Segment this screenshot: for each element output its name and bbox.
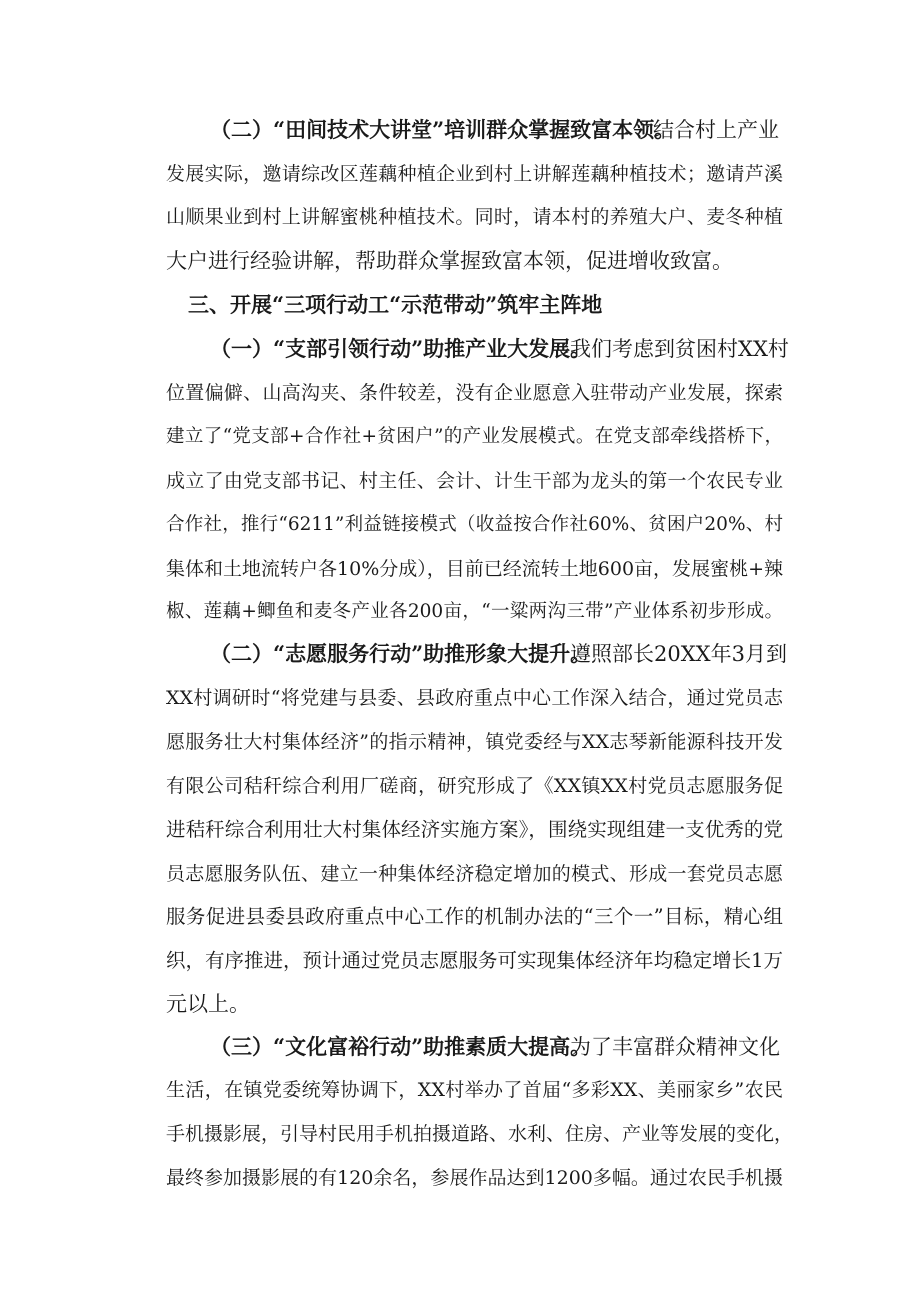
paragraph-line [0, 1156, 920, 1200]
paragraph-text: 大户进行经验讲解，帮助群众掌握致富本领，促进增收致富。 [166, 249, 733, 273]
paragraph-line [0, 895, 920, 939]
paragraph-line [0, 371, 920, 415]
paragraph-line [0, 327, 920, 371]
paragraph-line [0, 152, 920, 196]
paragraph-line [0, 764, 920, 808]
paragraph-line [0, 195, 920, 239]
paragraph-line [0, 415, 920, 459]
paragraph-text: 织，有序推进，预计通过党员志愿服务可实现集体经济年均稳定增长1万 [166, 949, 783, 972]
paragraph-text: XX村调研时“将党建与县委、县政府重点中心工作深入结合，通过党员志 [166, 687, 783, 709]
paragraph-line [0, 982, 920, 1026]
section-heading-text: 三、开展“三项行动工“示范带动”筑牢主阵地 [188, 292, 603, 317]
paragraph-line [0, 239, 920, 283]
paragraph-text: 员志愿服务队伍、建立一种集体经济稳定增加的模式、形成一套党员志愿 [166, 863, 783, 885]
paragraph-text: 位置偏僻、山高沟夹、条件较差，没有企业愿意入驻带动产业发展，探索 [166, 382, 783, 404]
paragraph-line [0, 676, 920, 720]
paragraph-lead: （二）“田间技术大讲堂”培训群众掌握致富本领。 [210, 117, 676, 142]
paragraph-text: 建立了“党支部+合作社+贫困户”的产业发展模式。在党支部牵线搭桥下， [166, 426, 783, 447]
paragraph-lead: （一）“支部引领行动”助推产业大发展。 [210, 336, 592, 361]
paragraph-line [0, 720, 920, 764]
paragraph-line [0, 1112, 920, 1156]
paragraph-line [0, 1025, 920, 1069]
paragraph-line [0, 632, 920, 676]
paragraph-text: 集体和土地流转户各10%分成），目前已经流转土地600亩，发展蜜桃+辣 [166, 558, 783, 580]
paragraph-line [0, 852, 920, 896]
paragraph-text: 生活，在镇党委统筹协调下，XX村举办了首届“多彩XX、美丽家乡”农民 [166, 1079, 783, 1101]
paragraph-text: 愿服务壮大村集体经济”的指示精神，镇党委经与XX志琴新能源科技开发 [166, 731, 783, 753]
paragraph-text: 结合村上产业 [653, 118, 779, 142]
paragraph-text: 我们考虑到贫困村XX村 [570, 337, 789, 361]
paragraph-line [0, 459, 920, 503]
paragraph-line [0, 1068, 920, 1112]
section-heading [0, 283, 920, 327]
paragraph-text: 为了丰富群众精神文化 [570, 1035, 780, 1059]
paragraph-lead: （二）“志愿服务行动”助推形象大提升。 [210, 641, 592, 666]
paragraph-line [0, 547, 920, 591]
paragraph-text: 合作社，推行“6211”利益链接模式（收益按合作社60%、贫困户20%、村 [166, 514, 783, 535]
paragraph-text: 元以上。 [166, 992, 250, 1016]
paragraph-text: 有限公司秸秆综合利用厂磋商，研究形成了《XX镇XX村党员志愿服务促 [166, 775, 783, 797]
paragraph-line [0, 108, 920, 152]
paragraph-text: 椒、莲藕+鲫鱼和麦冬产业各200亩，“一粱两沟三带”产业体系初步形成。 [166, 601, 783, 622]
paragraph-text: 进秸秆综合利用壮大村集体经济实施方案》，围绕实现组建一支优秀的党 [166, 818, 783, 841]
paragraph-text: 手机摄影展，引导村民用手机拍摄道路、水利、住房、产业等发展的变化， [166, 1123, 794, 1145]
paragraph-text: 成立了由党支部书记、村主任、会计、计生干部为龙头的第一个农民专业 [166, 470, 783, 492]
paragraph-text: 最终参加摄影展的有120余名，参展作品达到1200多幅。通过农民手机摄 [166, 1167, 783, 1189]
paragraph-text: 山顺果业到村上讲解蜜桃种植技术。同时，请本村的养殖大户、麦冬种植 [166, 206, 783, 228]
paragraph-line [0, 808, 920, 852]
paragraph-text: 遵照部长20XX年3月到 [570, 642, 787, 666]
paragraph-line [0, 939, 920, 983]
paragraph-text: 服务促进县委县政府重点中心工作的机制办法的“三个一”目标，精心组 [166, 905, 783, 928]
paragraph-text: 发展实际，邀请综改区莲藕种植企业到村上讲解莲藕种植技术；邀请芦溪 [166, 163, 783, 185]
paragraph-line [0, 503, 920, 547]
paragraph-line [0, 590, 920, 634]
paragraph-lead: （三）“文化富裕行动”助推素质大提高。 [210, 1034, 592, 1059]
